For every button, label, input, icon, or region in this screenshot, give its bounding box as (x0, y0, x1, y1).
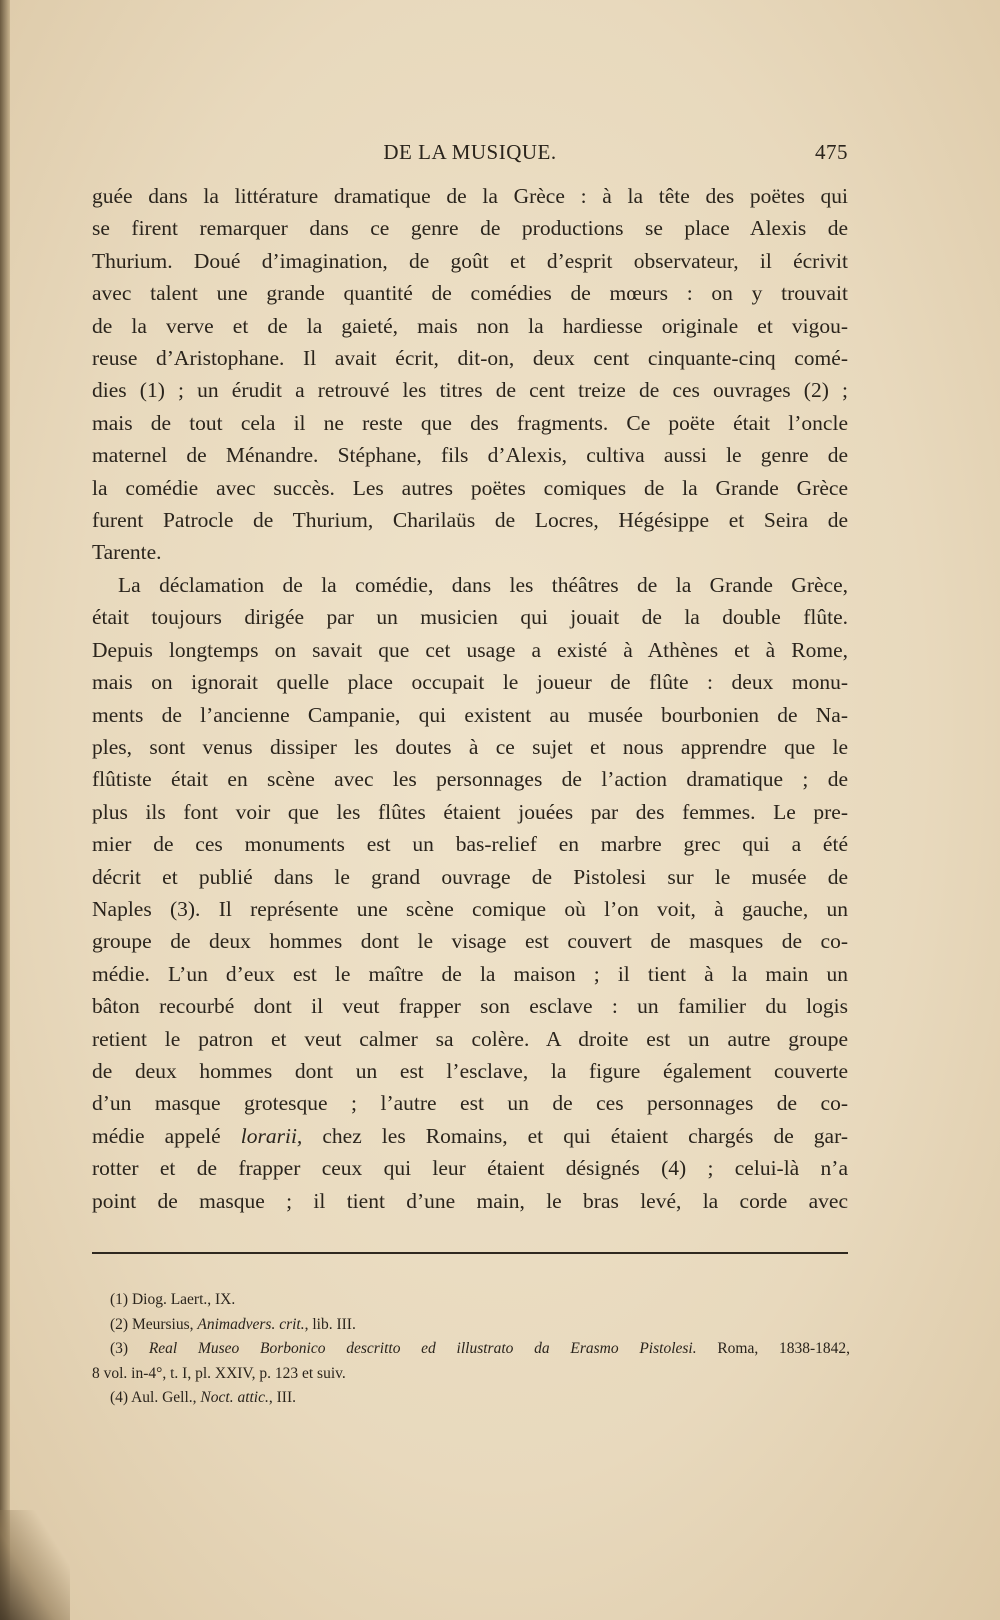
text-line: de deux hommes dont un est l’esclave, la figure également couverte (92, 1058, 848, 1083)
page-number: 475 (815, 140, 848, 164)
text-line: mais de tout cela il ne reste que des fragments. Ce poëte était l’oncle (92, 410, 848, 435)
footnote-text: , III. (268, 1389, 296, 1406)
footnote-text: Meursius, (131, 1315, 198, 1333)
text-line: médie. L’un d’eux est le maître de la maison ; il tient à la main un (92, 961, 848, 986)
text-line: Naples (3). Il représente une scène comique où l’on voit, à gauche, un (92, 896, 848, 921)
footnote-2 (110, 1313, 850, 1338)
paragraph-start-line: La déclamation de la comédie, dans les théâtres de la Grande Grèce, (118, 572, 848, 597)
text-line: d’un masque grotesque ; l’autre est un de ces personnages de co- (92, 1091, 848, 1116)
footnote-mark: (1) (110, 1291, 129, 1308)
footnote-3-continued: 8 vol. in-4°, t. I, pl. XXIV, p. 123 et suiv. (92, 1364, 346, 1382)
footnotes (92, 1288, 851, 1411)
text-line: maternel de Ménandre. Stéphane, fils d’Alexis, cultiva aussi le genre de (92, 443, 848, 468)
text-line: se firent remarquer dans ce genre de productions se place Alexis de (92, 216, 848, 241)
footnote-mark: (3) (110, 1340, 129, 1357)
text-line-with-italic (92, 1120, 848, 1152)
footnote-text: Aul. Gell., (131, 1389, 201, 1406)
page-binding-edge (0, 0, 10, 1620)
text-line: mais on ignorait quelle place occupait le joueur de flûte : deux monu- (92, 670, 848, 695)
italic-term: lorarii, (240, 1123, 303, 1148)
text-line: groupe de deux hommes dont le visage est couvert de masques de co- (92, 929, 848, 954)
running-title: DE LA MUSIQUE. (383, 140, 557, 164)
text-line: plus ils font voir que les flûtes étaient jouées par des femmes. Le pre- (92, 799, 848, 824)
text-line: furent Patrocle de Thurium, Charilaüs de Locres, Hégésippe et Seira de (92, 508, 848, 533)
footnote-mark: (2) (110, 1315, 129, 1333)
text-line: bâton recourbé dont il veut frapper son esclave : un familier du logis (92, 994, 848, 1019)
footnote-italic: Real Museo Borbonico descritto ed illustrato da Erasmo Pistolesi. (148, 1340, 697, 1357)
footnote-text: , lib. III. (304, 1315, 356, 1333)
footnote-text: Roma, 1838-1842, (696, 1340, 851, 1357)
footnote-4 (110, 1386, 850, 1411)
text-line: Depuis longtemps on savait que cet usage a existé à Athènes et à Rome, (92, 637, 848, 662)
footnote-mark: (4) (110, 1389, 129, 1406)
text-line: retient le patron et veut calmer sa colère. A droite est un autre groupe (92, 1026, 848, 1051)
text-line: rotter et de frapper ceux qui leur étaient désignés (4) ; celui-là n’a (92, 1156, 848, 1181)
footnote-3 (110, 1337, 850, 1362)
page-shadow (0, 1510, 70, 1620)
text-line: de la verve et de la gaieté, mais non la hardiesse originale et vigou- (92, 313, 848, 338)
footnote-separator (92, 1252, 848, 1254)
text-line: ples, sont venus dissiper les doutes à ce sujet et nous apprendre que le (92, 734, 848, 759)
footnote-italic: Animadvers. crit. (197, 1315, 305, 1333)
text-line: point de masque ; il tient d’une main, le bras levé, la corde avec (92, 1188, 848, 1213)
text-line: flûtiste était en scène avec les personnages de l’action dramatique ; de (92, 767, 848, 792)
text-line: reuse d’Aristophane. Il avait écrit, dit-on, deux cent cinquante-cinq comé- (92, 346, 848, 371)
footnote-italic: Noct. attic. (200, 1389, 269, 1406)
footnote-1 (110, 1288, 850, 1313)
text-line: la comédie avec succès. Les autres poëtes comiques de la Grande Grèce (92, 475, 848, 500)
footnote-text: Diog. Laert., IX. (131, 1291, 236, 1308)
text-line: mier de ces monuments est un bas-relief en marbre grec qui a été (92, 832, 848, 857)
text-line: Thurium. Doué d’imagination, de goût et d’esprit observateur, il écrivit (92, 248, 848, 273)
body-text (92, 180, 848, 1217)
text-line: avec talent une grande quantité de comédies de mœurs : on y trouvait (92, 281, 848, 306)
text-line: ments de l’ancienne Campanie, qui existent au musée bourbonien de Na- (92, 702, 848, 727)
text-line: guée dans la littérature dramatique de la Grèce : à la tête des poëtes qui (92, 184, 848, 208)
text-fragment: médie appelé (92, 1123, 241, 1148)
text-line: décrit et publié dans le grand ouvrage de Pistolesi sur le musée de (92, 864, 848, 889)
running-header (92, 140, 848, 170)
text-line: dies (1) ; un érudit a retrouvé les titres de cent treize de ces ouvrages (2) ; (92, 378, 848, 403)
text-line: Tarente. (92, 540, 162, 565)
text-line: était toujours dirigée par un musicien qui jouait de la double flûte. (92, 605, 848, 630)
text-fragment: chez les Romains, et qui étaient chargés de gar- (302, 1123, 848, 1148)
